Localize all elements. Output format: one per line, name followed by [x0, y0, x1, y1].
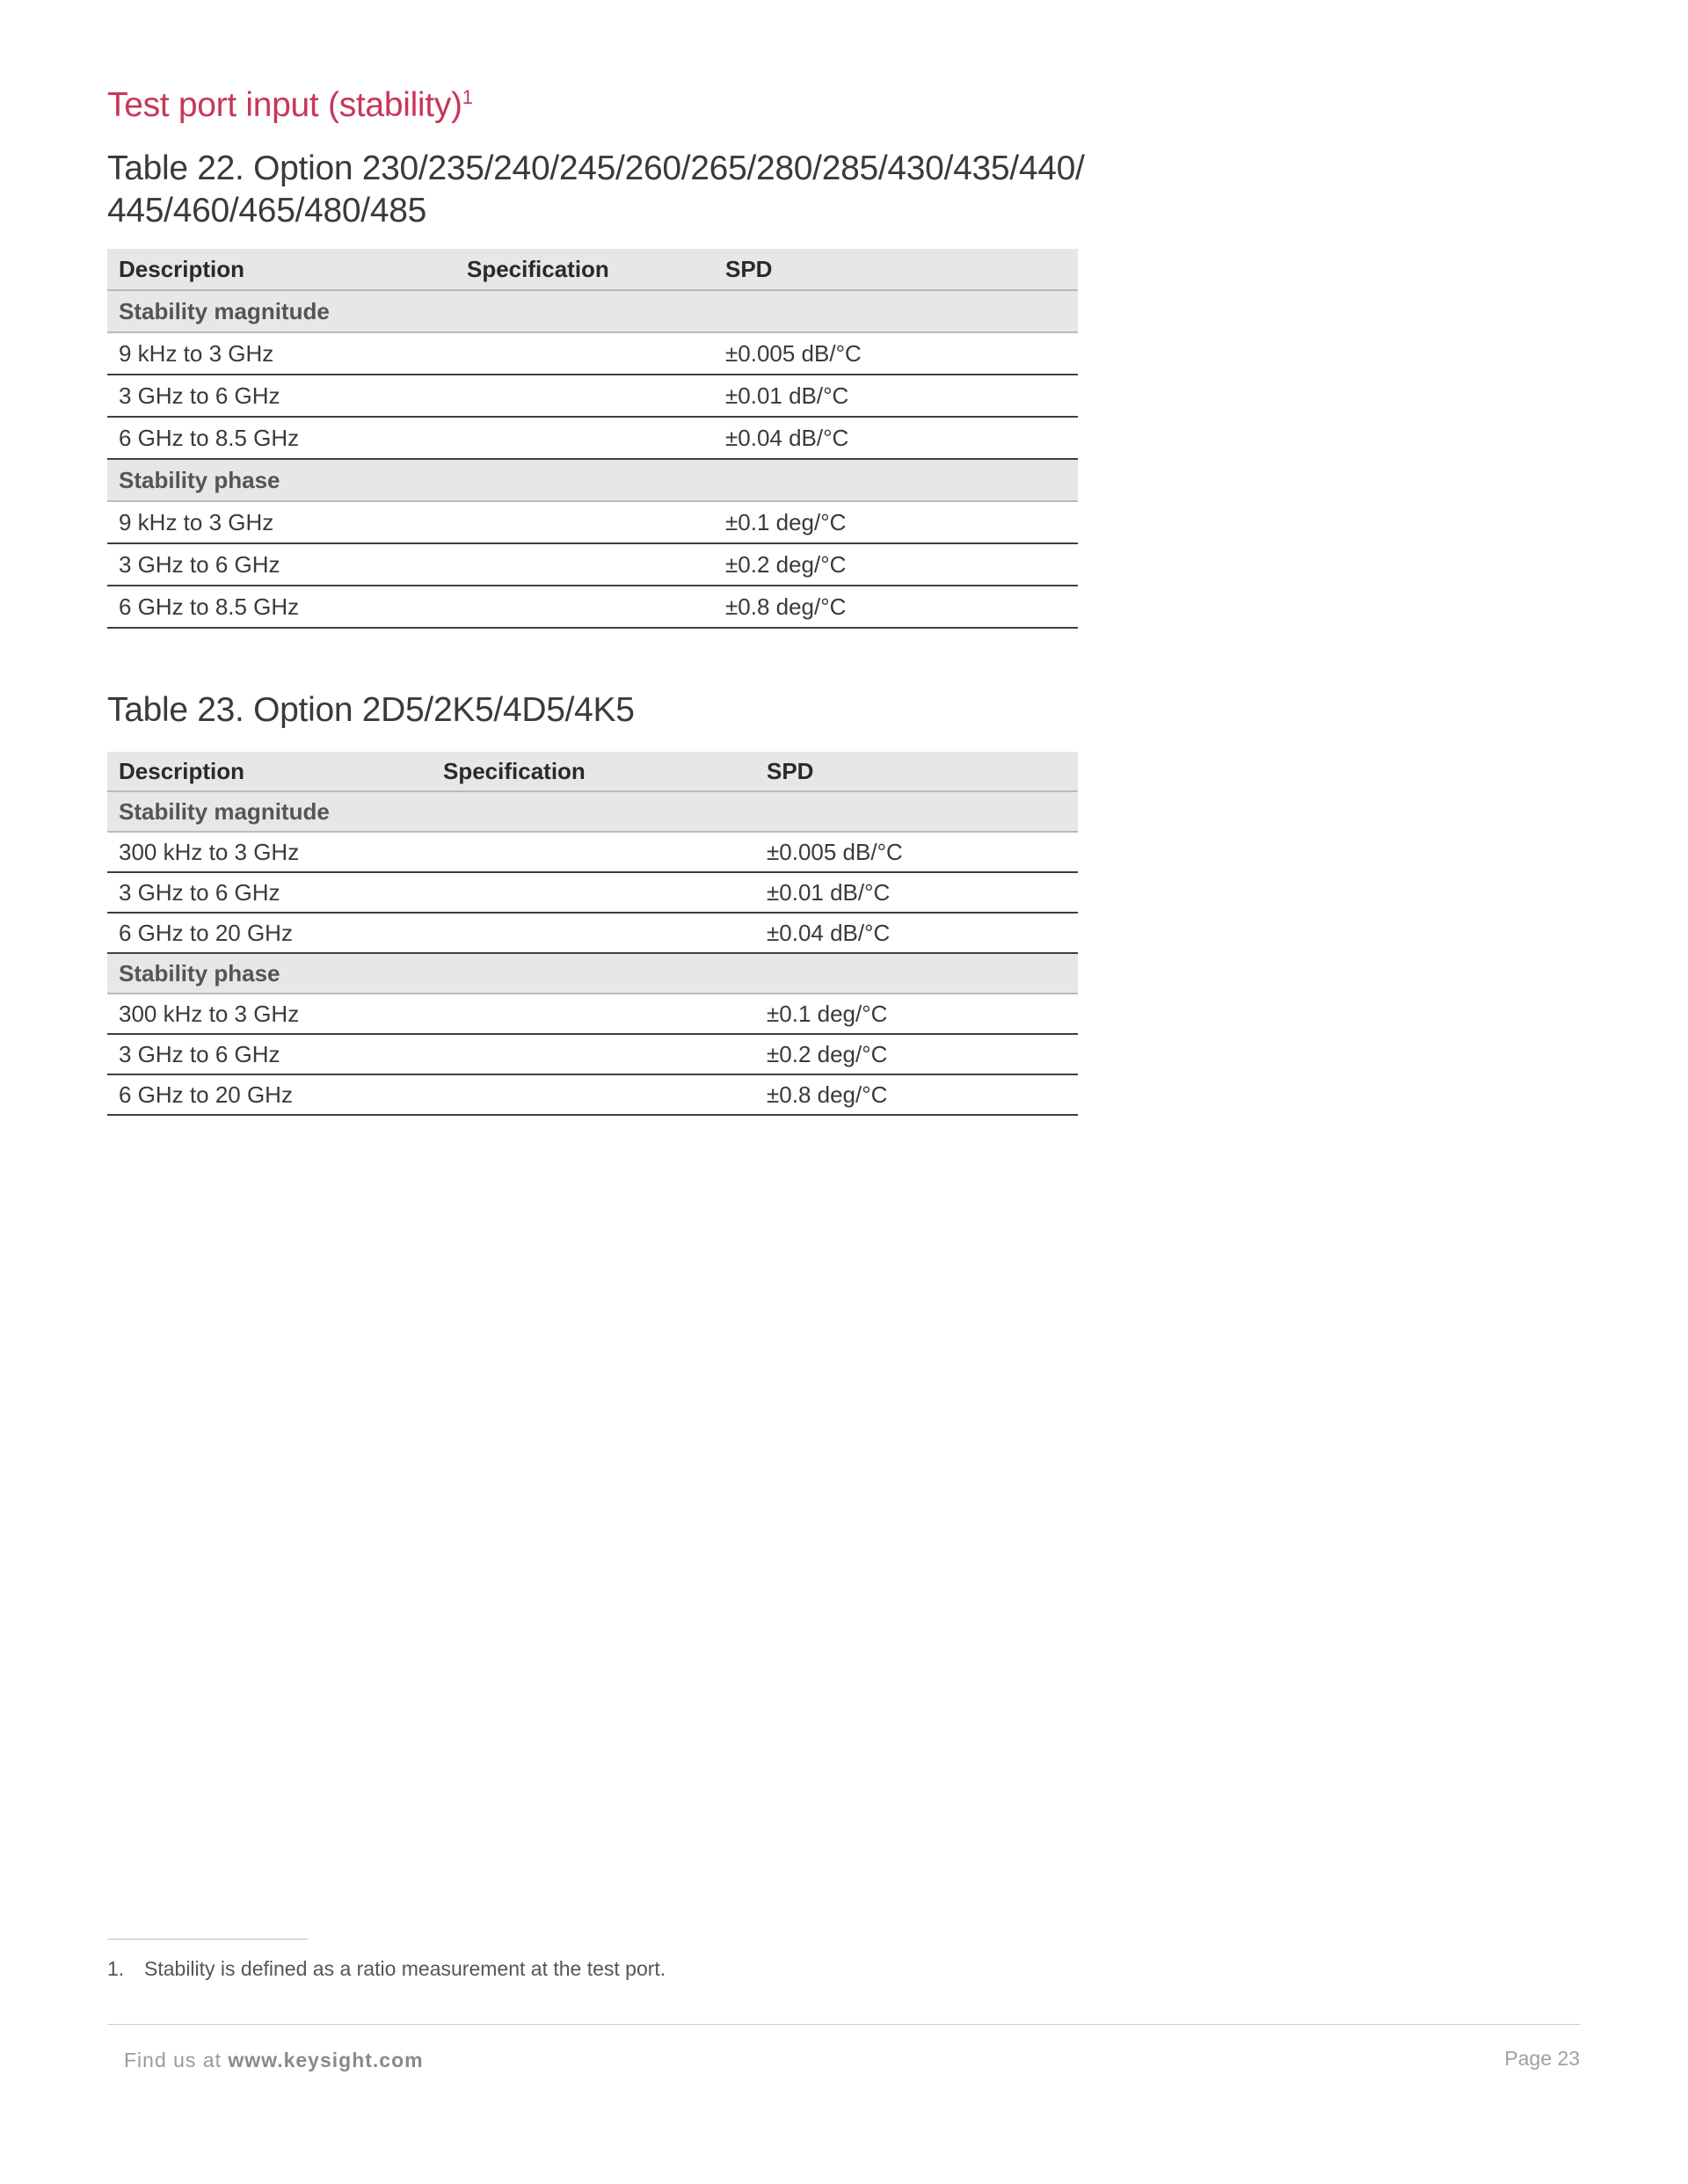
table-row — [107, 913, 1078, 953]
cell-spd: ±0.04 dB/°C — [714, 417, 1078, 459]
footnote — [107, 1957, 666, 1981]
cell-specification — [455, 375, 714, 417]
footnote-divider — [107, 1939, 308, 1940]
cell-specification — [455, 501, 714, 543]
cell-spd: ±0.005 dB/°C — [755, 832, 1078, 872]
cell-specification — [455, 543, 714, 586]
cell-description: 3 GHz to 6 GHz — [107, 872, 432, 913]
cell-spd: ±0.1 deg/°C — [755, 994, 1078, 1034]
section-title-text: Test port input (stability) — [107, 86, 462, 124]
table-header-row — [107, 752, 1078, 791]
table-row — [107, 543, 1078, 586]
cell-spd: ±0.01 dB/°C — [755, 872, 1078, 913]
table-22 — [107, 249, 1078, 629]
section-title — [107, 86, 473, 125]
cell-specification — [432, 872, 755, 913]
cell-spd: ±0.005 dB/°C — [714, 332, 1078, 375]
table-23-caption-line1: Table 23. Option 2D5/2K5/4D5/4K5 — [107, 691, 635, 729]
column-header-spd: SPD — [714, 249, 1078, 290]
table-23 — [107, 752, 1078, 1116]
group-row-stability-phase — [107, 459, 1078, 501]
table-row — [107, 1074, 1078, 1115]
footer-find-us — [124, 2049, 424, 2072]
cell-specification — [432, 994, 755, 1034]
cell-description: 9 kHz to 3 GHz — [107, 332, 455, 375]
group-label: Stability magnitude — [107, 791, 432, 832]
table-row — [107, 586, 1078, 628]
cell-specification — [432, 913, 755, 953]
table-22-caption-line2: 445/460/465/480/485 — [107, 192, 426, 229]
cell-description: 300 kHz to 3 GHz — [107, 832, 432, 872]
table-row — [107, 501, 1078, 543]
column-header-specification: Specification — [455, 249, 714, 290]
cell-spd: ±0.8 deg/°C — [755, 1074, 1078, 1115]
table-22-caption — [107, 148, 1092, 232]
footnote-reference[interactable]: 1 — [462, 86, 473, 108]
footer-find-us-prefix: Find us at — [124, 2049, 222, 2071]
cell-specification — [455, 586, 714, 628]
cell-specification — [455, 417, 714, 459]
group-label: Stability magnitude — [107, 290, 455, 332]
table-row — [107, 375, 1078, 417]
cell-description: 6 GHz to 20 GHz — [107, 913, 432, 953]
cell-spd: ±0.2 deg/°C — [714, 543, 1078, 586]
table-23-caption — [107, 689, 1092, 732]
cell-description: 3 GHz to 6 GHz — [107, 375, 455, 417]
table-row — [107, 1034, 1078, 1074]
group-row-stability-phase — [107, 953, 1078, 994]
group-label: Stability phase — [107, 459, 455, 501]
footnote-number: 1. — [107, 1957, 125, 1980]
cell-description: 3 GHz to 6 GHz — [107, 543, 455, 586]
cell-description: 6 GHz to 8.5 GHz — [107, 417, 455, 459]
cell-specification — [432, 1034, 755, 1074]
table-row — [107, 994, 1078, 1034]
cell-spd: ±0.01 dB/°C — [714, 375, 1078, 417]
footer-divider — [107, 2024, 1581, 2025]
cell-spd: ±0.8 deg/°C — [714, 586, 1078, 628]
column-header-description: Description — [107, 249, 455, 290]
group-row-stability-magnitude — [107, 290, 1078, 332]
table-header-row — [107, 249, 1078, 290]
cell-spd: ±0.04 dB/°C — [755, 913, 1078, 953]
footnote-text: Stability is defined as a ratio measurement at the test port. — [144, 1957, 666, 1980]
column-header-specification: Specification — [432, 752, 755, 791]
table-row — [107, 417, 1078, 459]
table-row — [107, 332, 1078, 375]
group-label: Stability phase — [107, 953, 432, 994]
cell-specification — [432, 1074, 755, 1115]
cell-description: 3 GHz to 6 GHz — [107, 1034, 432, 1074]
group-row-stability-magnitude — [107, 791, 1078, 832]
page-number: Page 23 — [1504, 2047, 1580, 2070]
cell-spd: ±0.2 deg/°C — [755, 1034, 1078, 1074]
cell-specification — [432, 832, 755, 872]
footer-website-link[interactable]: www.keysight.com — [228, 2049, 424, 2071]
cell-description: 6 GHz to 20 GHz — [107, 1074, 432, 1115]
cell-specification — [455, 332, 714, 375]
cell-description: 9 kHz to 3 GHz — [107, 501, 455, 543]
table-row — [107, 872, 1078, 913]
table-22-caption-line1: Table 22. Option 230/235/240/245/260/265/280/285/430/435/440/ — [107, 149, 1085, 187]
column-header-spd: SPD — [755, 752, 1078, 791]
table-row — [107, 832, 1078, 872]
column-header-description: Description — [107, 752, 432, 791]
cell-description: 6 GHz to 8.5 GHz — [107, 586, 455, 628]
cell-description: 300 kHz to 3 GHz — [107, 994, 432, 1034]
cell-spd: ±0.1 deg/°C — [714, 501, 1078, 543]
